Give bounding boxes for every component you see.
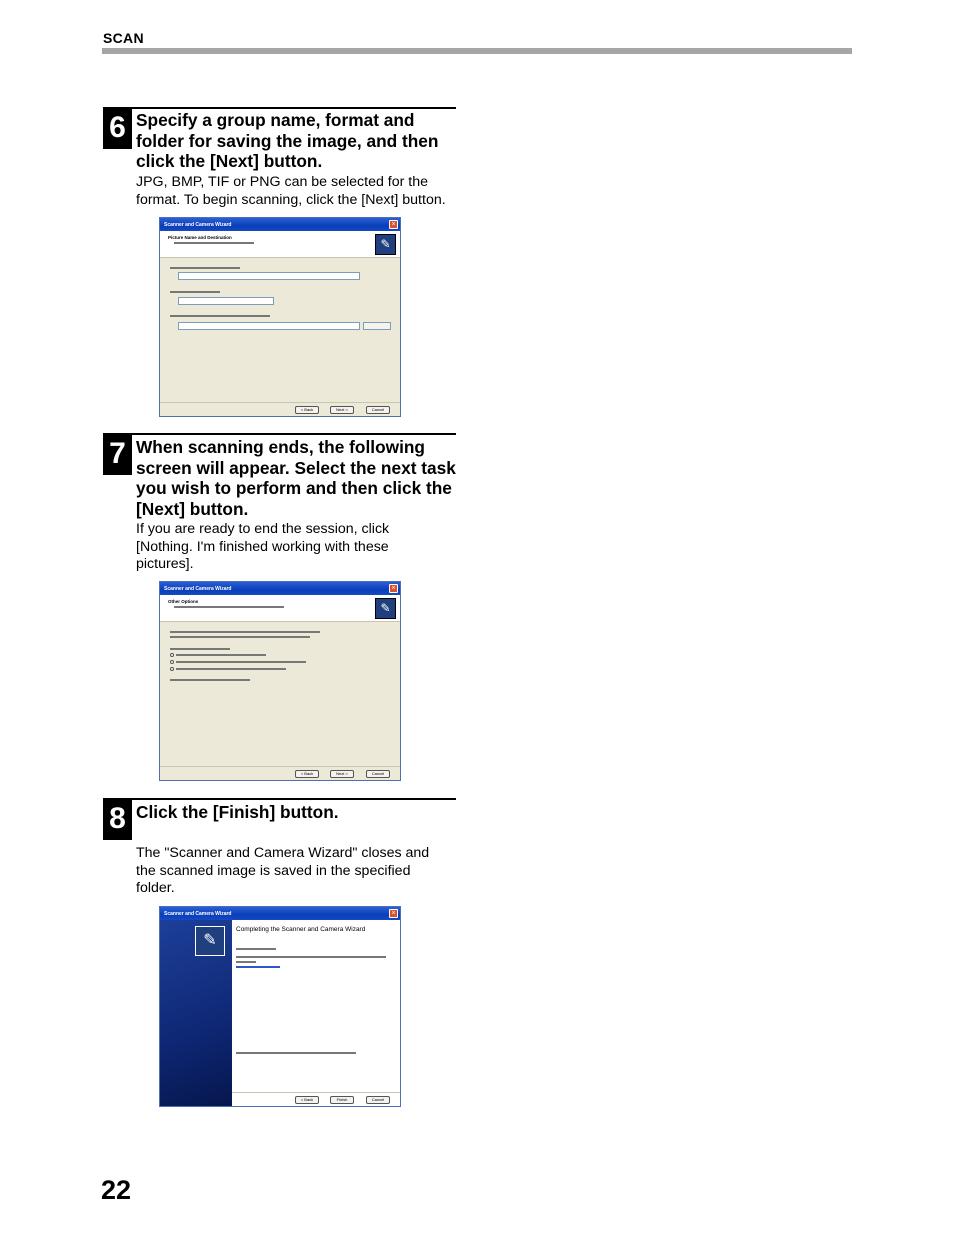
step-number: 8 [103,798,132,840]
camera-wizard-icon: ✎ [195,926,225,956]
wizard-side-banner [160,920,232,1106]
screenshot-completing-wizard [159,906,401,1107]
next-button: Next > [330,770,354,778]
back-button: < Back [295,1096,319,1104]
browse-button [363,322,391,330]
radio-option [170,667,390,671]
wizard-heading: Completing the Scanner and Camera Wizard [236,926,366,933]
window-titlebar [160,218,400,231]
wizard-button-bar [160,402,400,416]
next-button: Next > [330,406,354,414]
wizard-heading: Picture Name and Destination [168,235,232,240]
format-select [178,297,274,305]
screenshot-picture-name-destination [159,217,401,417]
window-title: Scanner and Camera Wizard [164,221,232,228]
window-titlebar [160,907,400,920]
step-number: 7 [103,433,132,475]
step-rule [103,433,456,435]
screenshot-other-options [159,581,401,781]
page-number: 22 [101,1175,132,1205]
cancel-button: Cancel [366,406,390,414]
back-button: < Back [295,770,319,778]
step-rule [103,798,456,800]
wizard-header [160,231,400,258]
group-name-field [178,272,360,280]
wizard-heading: Other Options [168,599,199,604]
wizard-content [236,925,394,1057]
window-title: Scanner and Camera Wizard [164,585,232,592]
step-text: The "Scanner and Camera Wizard" closes and the scanned image is saved in the specified folder. [136,845,430,897]
window-titlebar [160,582,400,595]
close-icon: × [389,584,398,593]
wizard-subheading [168,606,392,608]
cancel-button: Cancel [366,1096,390,1104]
step-text: JPG, BMP, TIF or PNG can be selected for the format. To begin scanning, click the [Next] button. [136,174,446,208]
wizard-body [160,258,400,326]
camera-wizard-icon: ✎ [375,234,396,255]
window-title: Scanner and Camera Wizard [164,910,232,917]
wizard-header [160,595,400,622]
step-text: If you are ready to end the session, click [Nothing. I'm finished working with these pictures]. [136,521,390,573]
back-button: < Back [295,406,319,414]
cancel-button: Cancel [366,770,390,778]
wizard-button-bar [232,1092,401,1106]
wizard-body [160,622,400,690]
wizard-subheading [168,242,392,244]
section-label: SCAN [103,30,144,46]
close-icon: × [389,909,398,918]
camera-wizard-icon: ✎ [375,598,396,619]
step-number: 6 [103,107,132,149]
step-title: When scanning ends, the following screen will appear. Select the next task you wish to perform and then click the [Next] button. [136,437,456,519]
folder-select [178,322,360,330]
radio-option [170,653,390,657]
finish-button: Finish [330,1096,354,1104]
header-rule [102,48,852,54]
step-rule [103,107,456,109]
step-title: Specify a group name, format and folder for saving the image, and then click the [Next] button. [136,110,439,172]
wizard-button-bar [160,766,400,780]
close-icon: × [389,220,398,229]
step-title: Click the [Finish] button. [136,802,339,822]
radio-option [170,660,390,664]
